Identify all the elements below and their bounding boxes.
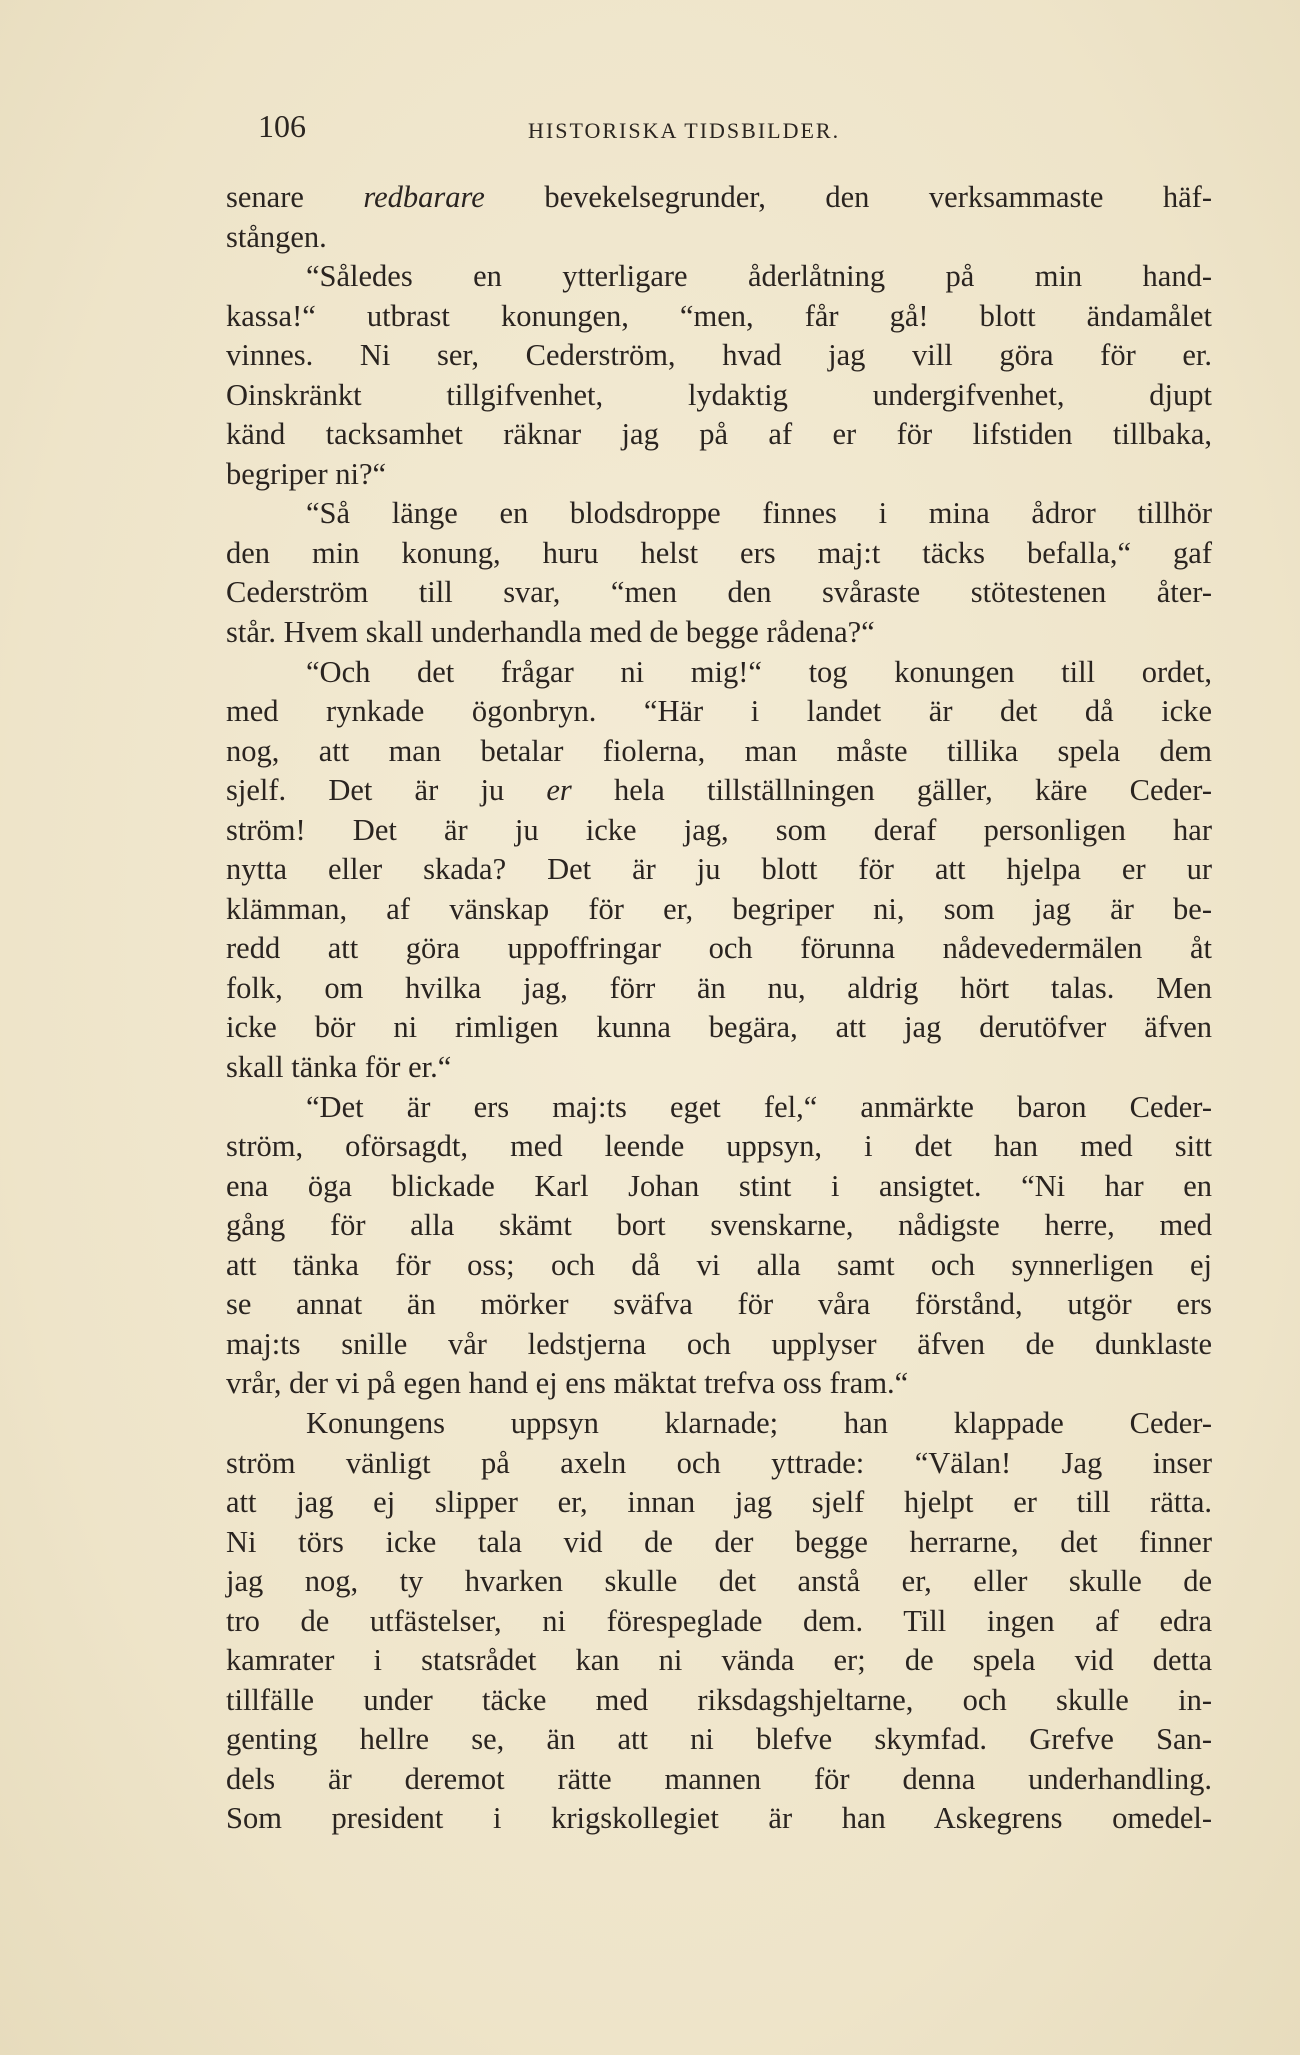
text-line: känd tacksamhet räknar jag på af er för lifstiden tillbaka, (226, 417, 1212, 452)
text-line: står. Hvem skall underhandla med de begge rådena?“ (226, 615, 875, 650)
text-line: vrår, der vi på egen hand ej ens mäktat trefva oss fram.“ (226, 1366, 909, 1401)
text-line: ström, oförsagdt, med leende uppsyn, i det han med sitt (226, 1129, 1212, 1164)
text-line: kamrater i statsrådet kan ni vända er; de spela vid detta (226, 1643, 1212, 1678)
text-line: att jag ej slipper er, innan jag sjelf hjelpt er till rätta. (226, 1485, 1212, 1520)
text-line: kassa!“ utbrast konungen, “men, får gå! blott ändamålet (226, 298, 1212, 333)
text-line: ena öga blickade Karl Johan stint i ansigtet. “Ni har en (226, 1168, 1212, 1203)
text-line: nytta eller skada? Det är ju blott för att hjelpa er ur (226, 852, 1212, 887)
text-line: vinnes. Ni ser, Cederström, hvad jag vill göra för er. (226, 338, 1212, 373)
text-line: tillfälle under täcke med riksdagshjeltarne, och skulle in- (226, 1682, 1212, 1717)
text-line: ström vänligt på axeln och yttrade: “Välan! Jag inser (226, 1445, 1212, 1480)
text-line: se annat än mörker sväfva för våra förstånd, utgör ers (226, 1287, 1212, 1322)
text-line: att tänka för oss; och då vi alla samt och synnerligen ej (226, 1247, 1212, 1282)
text-line: stången. (226, 219, 327, 254)
text-line: Oinskränkt tillgifvenhet, lydaktig undergifvenhet, djupt (226, 377, 1212, 412)
text-line: sjelf. Det är ju er hela tillställningen gäller, käre Ceder- (226, 773, 1212, 808)
text-line: gång för alla skämt bort svenskarne, nådigste herre, med (226, 1208, 1212, 1243)
running-head: HISTORISKA TIDSBILDER. (528, 118, 841, 143)
text-line: “Således en ytterligare åderlåtning på min hand- (306, 259, 1212, 294)
text-line: den min konung, huru helst ers maj:t täcks befalla,“ gaf (226, 535, 1212, 570)
text-line: dels är deremot rätte mannen för denna underhandling. (226, 1761, 1212, 1796)
italic-word: redbarare (363, 180, 485, 214)
text-line: “Det är ers maj:ts eget fel,“ anmärkte baron Ceder- (306, 1089, 1212, 1124)
text-line: “Så länge en blodsdroppe finnes i mina ådror tillhör (306, 496, 1212, 531)
page-header (258, 108, 1118, 148)
text-line: skall tänka för er.“ (226, 1050, 452, 1085)
text-line: folk, om hvilka jag, förr än nu, aldrig hört talas. Men (226, 970, 1212, 1005)
italic-word: er (546, 773, 572, 808)
text-line: jag nog, ty hvarken skulle det anstå er, eller skulle de (226, 1564, 1212, 1599)
text-line: tro de utfästelser, ni förespeglade dem. Till ingen af edra (226, 1603, 1212, 1638)
text-line: senare redbarare bevekelsegrunder, den verksammaste häf- (226, 180, 1212, 214)
text-line: genting hellre se, än att ni blefve skymfad. Grefve San- (226, 1722, 1212, 1757)
text-line: redd att göra uppoffringar och förunna nådevedermälen åt (226, 931, 1212, 966)
text-line: icke bör ni rimligen kunna begära, att jag derutöfver äfven (226, 1010, 1212, 1045)
text-line: Konungens uppsyn klarnade; han klappade Ceder- (306, 1405, 1212, 1440)
page-number: 106 (258, 108, 306, 144)
text-line: Ni törs icke tala vid de der begge herrarne, det finner (226, 1524, 1212, 1559)
text-line: Som president i krigskollegiet är han Askegrens omedel- (226, 1801, 1212, 1836)
text-line: begriper ni?“ (226, 456, 387, 491)
text-line: klämman, af vänskap för er, begriper ni, som jag är be- (226, 891, 1212, 926)
text-line: maj:ts snille vår ledstjerna och upplyser äfven de dunklaste (226, 1326, 1212, 1361)
text-line: ström! Det är ju icke jag, som deraf personligen har (226, 812, 1212, 847)
text-line: nog, att man betalar fiolerna, man måste tillika spela dem (226, 733, 1212, 768)
text-line: med rynkade ögonbryn. “Här i landet är det då icke (226, 694, 1212, 729)
text-line: Cederström till svar, “men den svåraste stötestenen åter- (226, 575, 1212, 610)
text-line: “Och det frågar ni mig!“ tog konungen till ordet, (306, 654, 1212, 689)
body-text (226, 178, 1212, 1839)
